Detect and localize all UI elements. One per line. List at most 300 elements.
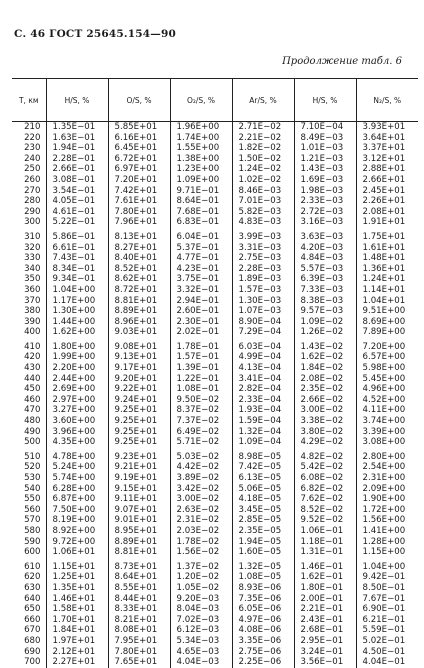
col-he-cell: 3.24E−01 xyxy=(294,647,356,658)
col-o-cell: 8.95E+01 xyxy=(108,526,170,537)
col-altitude-cell: 410 xyxy=(24,341,41,352)
col-ar-cell: 7.35E−06 xyxy=(232,594,294,605)
col-altitude-cell: 370 xyxy=(24,295,41,306)
col-o-cell: 9.24E+01 xyxy=(108,395,170,406)
col-altitude-cell: 390 xyxy=(24,316,41,327)
col-n2-cell: 5.45E+00 xyxy=(356,374,418,385)
table-row xyxy=(12,583,418,594)
table-row xyxy=(12,615,418,626)
col-o2-cell: 7.02E−03 xyxy=(170,615,232,626)
col-he-cell: 7.62E−02 xyxy=(294,494,356,505)
col-o-cell: 8.73E+01 xyxy=(108,558,170,573)
table-row xyxy=(12,537,418,548)
col-altitude-cell: 250 xyxy=(24,164,41,175)
col-h-cell: 8.19E+00 xyxy=(46,515,108,526)
col-he-cell: 4.20E−03 xyxy=(294,243,356,254)
col-o2-cell: 9.50E−02 xyxy=(170,395,232,406)
table-row xyxy=(12,437,418,448)
col-o2-cell: 1.78E−02 xyxy=(170,537,232,548)
col-n2-cell: 4.52E+00 xyxy=(356,395,418,406)
col-o2-cell: 5.37E−01 xyxy=(170,243,232,254)
col-altitude-cell: 600 xyxy=(24,547,41,558)
col-ar-cell: 6.03E−04 xyxy=(232,338,294,353)
col-n2-cell: 1.28E+00 xyxy=(356,537,418,548)
col-n2-cell: 1.72E+00 xyxy=(356,505,418,516)
col-o2-cell: 8.04E−03 xyxy=(170,604,232,615)
col-n2-cell: 1.04E+01 xyxy=(356,296,418,307)
col-h-cell: 1.25E+01 xyxy=(46,572,108,583)
col-altitude-cell: 360 xyxy=(24,284,41,295)
col-o2-cell: 3.89E−02 xyxy=(170,473,232,484)
col-o2-cell: 1.55E+00 xyxy=(170,143,232,154)
col-o-cell: 9.25E+01 xyxy=(108,427,170,438)
col-ar-cell: 1.50E−02 xyxy=(232,154,294,165)
col-o-cell: 9.15E+01 xyxy=(108,484,170,495)
col-h-cell: 1.15E+01 xyxy=(46,558,108,573)
col-o2-cell: 4.42E−02 xyxy=(170,462,232,473)
col-ar-cell: 2.82E−04 xyxy=(232,384,294,395)
col-o-cell: 7.80E+01 xyxy=(108,647,170,658)
col-o-cell: 8.27E+01 xyxy=(108,243,170,254)
col-o2-cell: 2.02E−01 xyxy=(170,327,232,338)
col-ar-cell: 2.33E−04 xyxy=(232,395,294,406)
col-he-cell: 1.46E−01 xyxy=(294,558,356,573)
table-row xyxy=(12,384,418,395)
col-ar-header: Ar/S, % xyxy=(232,79,294,122)
col-n2-cell: 2.66E+01 xyxy=(356,175,418,186)
col-he-cell: 1.43E−02 xyxy=(294,338,356,353)
col-altitude-cell: 580 xyxy=(24,525,41,536)
col-o2-cell: 4.65E−03 xyxy=(170,647,232,658)
col-altitude-cell: 690 xyxy=(24,646,41,657)
col-he-cell: 3.63E−03 xyxy=(294,228,356,243)
col-altitude-cell: 510 xyxy=(24,451,41,462)
col-n2-cell: 4.11E+00 xyxy=(356,405,418,416)
col-o2-cell: 2.60E−01 xyxy=(170,306,232,317)
col-o2-cell: 3.42E−02 xyxy=(170,484,232,495)
col-ar-cell: 2.35E−05 xyxy=(232,526,294,537)
col-ar-cell: 7.29E−04 xyxy=(232,327,294,338)
col-o-cell: 9.03E+01 xyxy=(108,327,170,338)
col-o-cell: 8.72E+01 xyxy=(108,285,170,296)
col-o-cell: 8.96E+01 xyxy=(108,317,170,328)
col-o-cell: 8.21E+01 xyxy=(108,615,170,626)
table-row xyxy=(12,296,418,307)
table-row xyxy=(12,133,418,144)
col-n2-cell: 8.50E−01 xyxy=(356,583,418,594)
col-he-cell: 2.66E−02 xyxy=(294,395,356,406)
col-ar-cell: 7.01E−03 xyxy=(232,196,294,207)
col-o2-cell: 2.94E−01 xyxy=(170,296,232,307)
col-o-cell: 6.16E+01 xyxy=(108,133,170,144)
col-n2-cell: 9.51E+00 xyxy=(356,306,418,317)
table-row xyxy=(12,274,418,285)
col-n2-cell: 3.12E+01 xyxy=(356,154,418,165)
col-o-cell: 9.11E+01 xyxy=(108,494,170,505)
col-o-cell: 8.33E+01 xyxy=(108,604,170,615)
col-ar-cell: 1.07E−03 xyxy=(232,306,294,317)
col-h-cell: 4.35E+00 xyxy=(46,437,108,448)
table-row xyxy=(12,154,418,165)
col-altitude-cell: 450 xyxy=(24,384,41,395)
col-ar-cell: 4.13E−04 xyxy=(232,363,294,374)
col-he-cell: 2.72E−03 xyxy=(294,207,356,218)
col-he-cell: 8.52E−02 xyxy=(294,505,356,516)
col-h-cell: 7.43E−01 xyxy=(46,253,108,264)
table-row xyxy=(12,448,418,463)
col-altitude-cell: 560 xyxy=(24,504,41,515)
col-ar-cell: 7.42E−05 xyxy=(232,462,294,473)
col-o-cell: 8.81E+01 xyxy=(108,296,170,307)
col-o-cell: 9.17E+01 xyxy=(108,363,170,374)
col-altitude-cell: 590 xyxy=(24,536,41,547)
col-ar-cell: 1.82E−02 xyxy=(232,143,294,154)
col-h-cell: 4.78E+00 xyxy=(46,448,108,463)
col-h-header: H/S, % xyxy=(46,79,108,122)
col-ar-cell: 1.32E−05 xyxy=(232,558,294,573)
col-he-cell: 3.56E−01 xyxy=(294,657,356,668)
col-n2-cell: 1.04E+00 xyxy=(356,558,418,573)
col-n2-cell: 3.37E+01 xyxy=(356,143,418,154)
col-he-cell: 2.08E−02 xyxy=(294,374,356,385)
col-altitude-cell: 620 xyxy=(24,572,41,583)
table-row xyxy=(12,462,418,473)
col-ar-cell: 6.13E−05 xyxy=(232,473,294,484)
col-altitude-cell: 300 xyxy=(24,217,41,228)
col-o2-cell: 6.12E−03 xyxy=(170,625,232,636)
col-ar-cell: 2.75E−06 xyxy=(232,647,294,658)
col-altitude-cell: 650 xyxy=(24,604,41,615)
col-altitude-cell: 680 xyxy=(24,635,41,646)
col-n2-cell: 7.67E−01 xyxy=(356,594,418,605)
col-o-cell: 9.22E+01 xyxy=(108,384,170,395)
col-o2-cell: 5.34E−03 xyxy=(170,636,232,647)
table-row xyxy=(12,306,418,317)
col-he-cell: 1.80E−01 xyxy=(294,583,356,594)
col-h-cell: 8.92E+00 xyxy=(46,526,108,537)
col-o-cell: 6.45E+01 xyxy=(108,143,170,154)
col-n2-cell: 2.80E+00 xyxy=(356,448,418,463)
col-h-cell: 2.97E+00 xyxy=(46,395,108,406)
col-he-cell: 2.43E−01 xyxy=(294,615,356,626)
col-o-cell: 8.52E+01 xyxy=(108,264,170,275)
table-row xyxy=(12,327,418,338)
col-o-cell: 6.72E+01 xyxy=(108,154,170,165)
col-n2-cell: 3.74E+00 xyxy=(356,416,418,427)
col-ar-cell: 2.71E−02 xyxy=(232,122,294,133)
col-n2-cell: 4.50E−01 xyxy=(356,647,418,658)
col-he-cell: 7.10E−04 xyxy=(294,122,356,133)
col-he-cell: 4.84E−03 xyxy=(294,253,356,264)
col-o-cell: 9.21E+01 xyxy=(108,462,170,473)
col-he-cell: 1.06E−01 xyxy=(294,526,356,537)
col-n2-cell: 1.15E+00 xyxy=(356,547,418,558)
col-o2-cell: 2.63E−02 xyxy=(170,505,232,516)
table-row xyxy=(12,526,418,537)
table-continuation-label: Продолжение табл. 6 xyxy=(282,56,402,67)
col-altitude-cell: 610 xyxy=(24,561,41,572)
col-o2-cell: 6.49E−02 xyxy=(170,427,232,438)
table-row xyxy=(12,217,418,228)
table-row xyxy=(12,494,418,505)
col-altitude-cell: 320 xyxy=(24,242,41,253)
col-o-cell: 8.62E+01 xyxy=(108,274,170,285)
col-h-cell: 1.35E−01 xyxy=(46,122,108,133)
table-row xyxy=(12,427,418,438)
col-altitude-cell: 530 xyxy=(24,473,41,483)
col-he-cell: 1.62E−01 xyxy=(294,572,356,583)
col-o2-cell: 8.37E−02 xyxy=(170,405,232,416)
col-h-cell: 3.27E+00 xyxy=(46,405,108,416)
col-o-header: O/S, % xyxy=(108,79,170,122)
col-h-cell: 5.86E−01 xyxy=(46,228,108,243)
col-he-cell: 7.33E−03 xyxy=(294,285,356,296)
col-o-cell: 9.25E+01 xyxy=(108,405,170,416)
col-altitude-cell: 220 xyxy=(24,132,41,143)
col-o2-cell: 1.38E+00 xyxy=(170,154,232,165)
col-o-cell: 7.95E+01 xyxy=(108,636,170,647)
col-he-cell: 9.57E−03 xyxy=(294,306,356,317)
table-row xyxy=(12,374,418,385)
col-n2-cell: 5.98E+00 xyxy=(356,363,418,374)
col-altitude-cell: 700 xyxy=(24,657,41,668)
col-h-cell: 1.63E−01 xyxy=(46,133,108,144)
col-ar-cell: 3.45E−05 xyxy=(232,505,294,516)
col-he-cell: 8.38E−03 xyxy=(294,296,356,307)
col-ar-cell: 1.93E−04 xyxy=(232,405,294,416)
col-n2-cell: 4.04E−01 xyxy=(356,657,418,668)
col-ar-cell: 3.99E−03 xyxy=(232,228,294,243)
col-he-cell: 1.62E−02 xyxy=(294,352,356,363)
col-n2-cell: 7.20E+00 xyxy=(356,338,418,353)
col-h-cell: 2.20E+00 xyxy=(46,363,108,374)
table-row xyxy=(12,473,418,484)
col-n2-cell: 6.57E+00 xyxy=(356,352,418,363)
col-ar-cell: 6.05E−06 xyxy=(232,604,294,615)
col-h-cell: 1.46E+01 xyxy=(46,594,108,605)
col-altitude-cell: 430 xyxy=(24,363,41,374)
col-o2-cell: 1.57E−01 xyxy=(170,352,232,363)
col-h-cell: 1.30E+00 xyxy=(46,306,108,317)
col-altitude-cell: 670 xyxy=(24,625,41,636)
col-h-cell: 1.58E+01 xyxy=(46,604,108,615)
col-he-cell: 5.42E−02 xyxy=(294,462,356,473)
table-row xyxy=(12,228,418,243)
table-row xyxy=(12,338,418,353)
col-h-cell: 5.24E+00 xyxy=(46,462,108,473)
col-o-cell: 7.96E+01 xyxy=(108,217,170,228)
col-he-cell: 1.98E−03 xyxy=(294,186,356,197)
col-altitude-cell: 340 xyxy=(24,263,41,274)
col-altitude-cell: 290 xyxy=(24,206,41,217)
col-altitude-cell: 270 xyxy=(24,185,41,196)
col-o-cell: 9.19E+01 xyxy=(108,473,170,484)
table-row xyxy=(12,416,418,427)
col-he-cell: 1.31E−01 xyxy=(294,547,356,558)
col-n2-cell: 5.02E−01 xyxy=(356,636,418,647)
col-he-header: H/S, % xyxy=(294,79,356,122)
col-h-cell: 9.34E−01 xyxy=(46,274,108,285)
col-h-cell: 6.87E+00 xyxy=(46,494,108,505)
table-row xyxy=(12,604,418,615)
col-o2-cell: 1.22E−01 xyxy=(170,374,232,385)
col-h-cell: 5.22E−01 xyxy=(46,217,108,228)
col-altitude-cell: 350 xyxy=(24,274,41,285)
col-o2-cell: 1.37E−02 xyxy=(170,558,232,573)
col-h-cell: 1.44E+00 xyxy=(46,317,108,328)
col-altitude-cell: 640 xyxy=(24,593,41,604)
table-row xyxy=(12,122,418,133)
col-o2-cell: 1.05E−02 xyxy=(170,583,232,594)
table-row xyxy=(12,636,418,647)
col-ar-cell: 1.89E−03 xyxy=(232,274,294,285)
col-ar-cell: 4.97E−06 xyxy=(232,615,294,626)
table-row xyxy=(12,572,418,583)
col-o2-cell: 2.30E−01 xyxy=(170,317,232,328)
col-h-cell: 1.80E+00 xyxy=(46,338,108,353)
col-n2-cell: 9.42E−01 xyxy=(356,572,418,583)
col-he-cell: 2.33E−03 xyxy=(294,196,356,207)
col-n2-cell: 4.96E+00 xyxy=(356,384,418,395)
col-n2-cell: 2.08E+01 xyxy=(356,207,418,218)
col-ar-cell: 2.75E−03 xyxy=(232,253,294,264)
col-altitude-cell: 400 xyxy=(24,327,41,338)
col-o-cell: 9.07E+01 xyxy=(108,505,170,516)
col-he-cell: 1.26E−02 xyxy=(294,327,356,338)
table-row xyxy=(12,505,418,516)
col-ar-cell: 4.08E−06 xyxy=(232,625,294,636)
col-o2-cell: 6.04E−01 xyxy=(170,228,232,243)
col-h-cell: 2.66E−01 xyxy=(46,164,108,175)
col-n2-cell: 1.75E+01 xyxy=(356,228,418,243)
col-he-cell: 1.84E−02 xyxy=(294,363,356,374)
col-h-cell: 3.08E−01 xyxy=(46,175,108,186)
col-ar-cell: 1.30E−03 xyxy=(232,296,294,307)
col-n2-cell: 2.54E+00 xyxy=(356,462,418,473)
col-altitude-cell: 660 xyxy=(24,614,41,625)
col-o2-cell: 1.74E+00 xyxy=(170,133,232,144)
col-o-cell: 9.01E+01 xyxy=(108,515,170,526)
col-altitude-cell: 210 xyxy=(24,122,41,132)
col-n2-cell: 1.90E+00 xyxy=(356,494,418,505)
table-row xyxy=(12,186,418,197)
col-he-cell: 1.69E−03 xyxy=(294,175,356,186)
col-o-cell: 7.80E+01 xyxy=(108,207,170,218)
col-ar-cell: 1.24E−02 xyxy=(232,164,294,175)
col-h-cell: 1.04E+00 xyxy=(46,285,108,296)
col-altitude-cell: 550 xyxy=(24,494,41,505)
col-altitude-cell: 570 xyxy=(24,515,41,526)
col-n2-cell: 2.45E+01 xyxy=(356,186,418,197)
col-o-cell: 9.08E+01 xyxy=(108,338,170,353)
col-o2-cell: 1.20E−02 xyxy=(170,572,232,583)
col-h-cell: 1.94E−01 xyxy=(46,143,108,154)
col-o-cell: 6.97E+01 xyxy=(108,164,170,175)
col-o2-cell: 1.09E+00 xyxy=(170,175,232,186)
col-he-cell: 2.35E−02 xyxy=(294,384,356,395)
col-o-cell: 9.20E+01 xyxy=(108,374,170,385)
col-n2-cell: 8.69E+00 xyxy=(356,317,418,328)
col-ar-cell: 8.98E−05 xyxy=(232,448,294,463)
col-ar-cell: 1.32E−04 xyxy=(232,427,294,438)
col-he-cell: 2.00E−01 xyxy=(294,594,356,605)
col-o-cell: 8.08E+01 xyxy=(108,625,170,636)
col-o2-cell: 5.71E−02 xyxy=(170,437,232,448)
col-altitude-cell: 500 xyxy=(24,437,41,448)
col-ar-cell: 8.90E−04 xyxy=(232,317,294,328)
col-altitude-cell: 310 xyxy=(24,231,41,242)
col-ar-cell: 1.08E−05 xyxy=(232,572,294,583)
col-ar-cell: 1.60E−05 xyxy=(232,547,294,558)
table-row xyxy=(12,515,418,526)
col-h-cell: 3.60E+00 xyxy=(46,416,108,427)
col-o-cell: 8.55E+01 xyxy=(108,583,170,594)
col-altitude-cell: 520 xyxy=(24,462,41,473)
col-n2-cell: 2.26E+01 xyxy=(356,196,418,207)
col-n2-cell: 6.21E−01 xyxy=(356,615,418,626)
col-o2-cell: 1.78E−01 xyxy=(170,338,232,353)
col-altitude-cell: 440 xyxy=(24,373,41,384)
col-n2-cell: 1.24E+01 xyxy=(356,274,418,285)
col-n2-cell: 3.08E+00 xyxy=(356,437,418,448)
table-row xyxy=(12,285,418,296)
col-n2-cell: 2.31E+00 xyxy=(356,473,418,484)
table-row xyxy=(12,175,418,186)
table-row xyxy=(12,594,418,605)
col-h-cell: 1.70E+01 xyxy=(46,615,108,626)
col-h-cell: 2.69E+00 xyxy=(46,384,108,395)
col-o2-cell: 9.20E−03 xyxy=(170,594,232,605)
col-n2-cell: 6.90E−01 xyxy=(356,604,418,615)
col-o-cell: 9.25E+01 xyxy=(108,416,170,427)
col-ar-cell: 4.83E−03 xyxy=(232,217,294,228)
col-altitude-cell: 330 xyxy=(24,253,41,264)
table-row xyxy=(12,547,418,558)
table-body xyxy=(12,122,418,668)
col-he-cell: 6.82E−02 xyxy=(294,484,356,495)
col-o2-cell: 7.37E−02 xyxy=(170,416,232,427)
col-o-cell: 8.89E+01 xyxy=(108,306,170,317)
table-row xyxy=(12,625,418,636)
col-altitude-cell: 540 xyxy=(24,483,41,494)
col-ar-cell: 5.82E−03 xyxy=(232,207,294,218)
col-o2-cell: 3.32E−01 xyxy=(170,285,232,296)
col-he-cell: 1.21E−03 xyxy=(294,154,356,165)
col-ar-cell: 3.35E−06 xyxy=(232,636,294,647)
col-altitude-cell: 280 xyxy=(24,196,41,207)
col-h-cell: 2.12E+01 xyxy=(46,647,108,658)
col-h-cell: 1.06E+01 xyxy=(46,547,108,558)
data-table xyxy=(12,78,418,668)
col-o2-cell: 8.64E−01 xyxy=(170,196,232,207)
col-o2-cell: 5.03E−02 xyxy=(170,448,232,463)
col-o2-cell: 3.00E−02 xyxy=(170,494,232,505)
col-ar-cell: 2.21E−02 xyxy=(232,133,294,144)
table-row xyxy=(12,264,418,275)
col-n2-cell: 1.91E+01 xyxy=(356,217,418,228)
col-he-cell: 3.00E−02 xyxy=(294,405,356,416)
table-row xyxy=(12,317,418,328)
col-h-cell: 1.17E+00 xyxy=(46,296,108,307)
col-he-cell: 2.21E−01 xyxy=(294,604,356,615)
col-h-cell: 9.72E+00 xyxy=(46,537,108,548)
col-h-cell: 1.97E+01 xyxy=(46,636,108,647)
col-h-cell: 2.28E−01 xyxy=(46,154,108,165)
col-ar-cell: 1.09E−04 xyxy=(232,437,294,448)
col-n2-cell: 2.88E+01 xyxy=(356,164,418,175)
table-row xyxy=(12,207,418,218)
col-n2-cell: 3.93E+01 xyxy=(356,122,418,133)
